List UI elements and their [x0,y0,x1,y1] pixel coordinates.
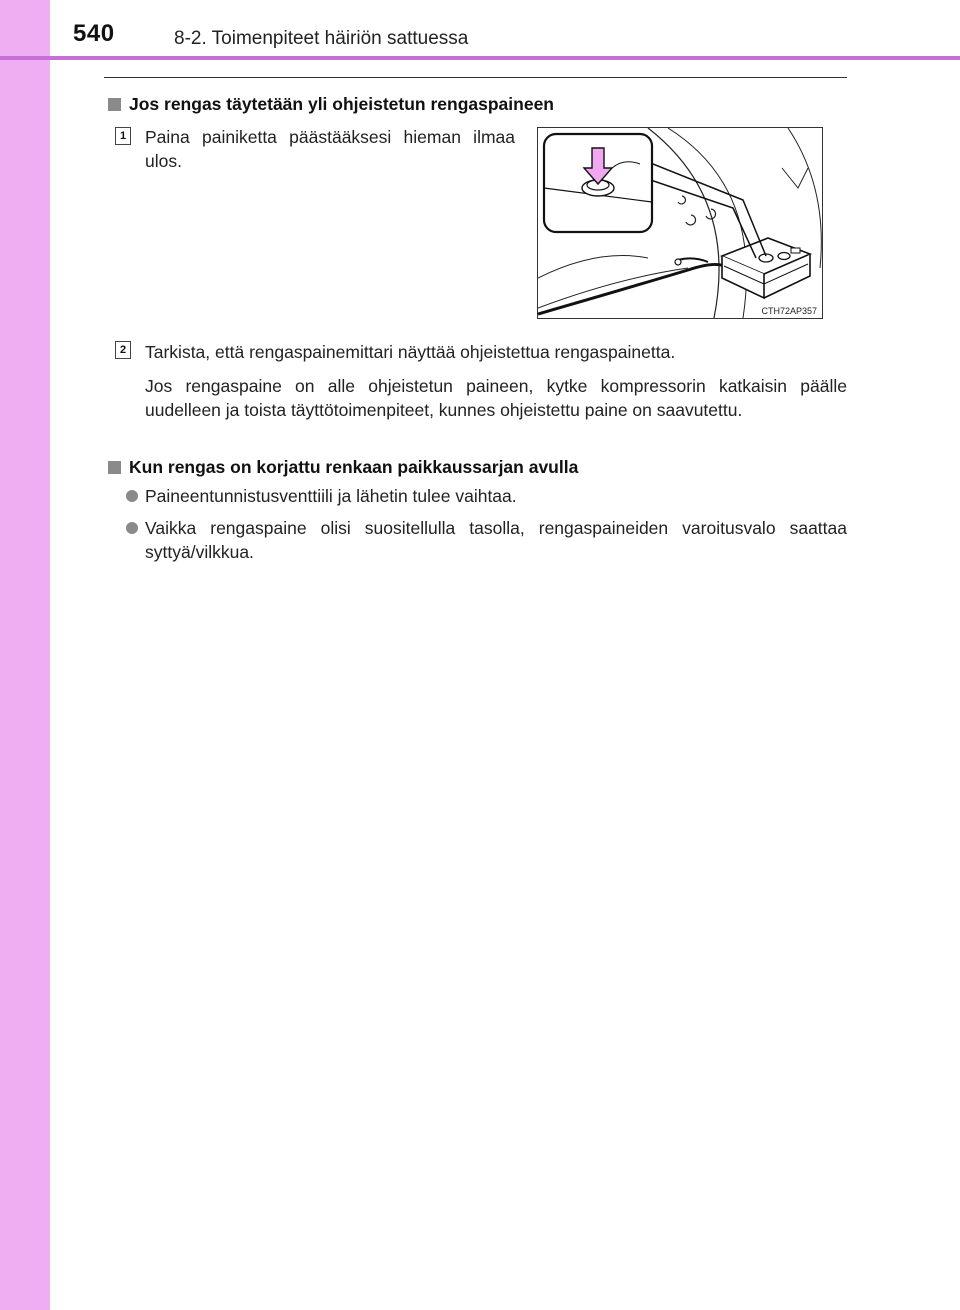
heading-text: Jos rengas täytetään yli ohjeistetun rengaspaineen [129,94,554,114]
square-bullet-icon [108,461,121,474]
step-2-text: Tarkista, että rengaspainemittari näyttää ohjeistettua rengaspainetta. [145,342,676,362]
page-number: 540 [73,20,115,47]
compressor-drawing [538,128,822,318]
side-band [0,0,50,1310]
square-bullet-icon [108,98,121,111]
step-1-text: Paina painiketta päästääksesi hieman ilmaa ulos. [145,127,515,171]
header-rule [0,56,960,60]
top-band [0,0,960,62]
bullet-item-1: Paineentunnistusventtiili ja lähetin tulee vaihtaa. [145,486,517,506]
heading-text: Kun rengas on korjattu renkaan paikkaussarjan avulla [129,457,579,477]
heading-repaired-tire [108,457,578,478]
step-number-2: 2 [115,341,131,359]
step-number-1: 1 [115,127,131,145]
bullet-item-2: Vaikka rengaspaine olisi suositellulla tasolla, rengaspaineiden varoitusvalo saattaa syttyä/vilkkua. [145,518,847,562]
section-title: 8-2. Toimenpiteet häiriön sattuessa [174,28,469,49]
heading-overinflated [108,94,554,115]
step-2-note: Jos rengaspaine on alle ohjeistetun paineen, kytke kompressorin katkaisin päälle uudelleen ja toista täyttötoimenpiteet, kunnes ohjeistettu paine on saavutettu. [145,376,847,420]
compressor-illustration [537,127,823,319]
top-band-corner [0,0,50,62]
figure-code: CTH72AP357 [761,306,817,316]
round-bullet-icon [126,522,138,534]
round-bullet-icon [126,490,138,502]
content-divider [104,77,847,78]
